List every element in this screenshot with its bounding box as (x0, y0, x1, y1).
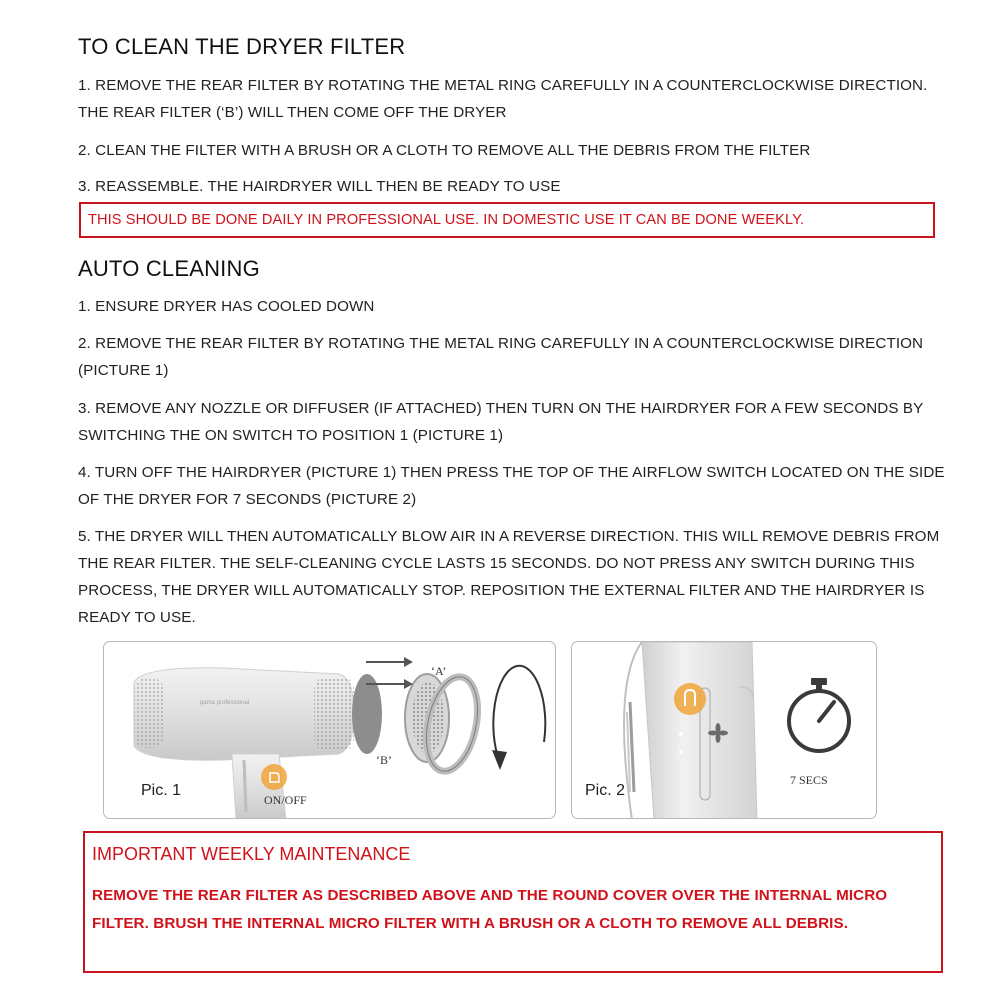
picture-1-frame (103, 641, 556, 819)
airflow-switch-highlight (674, 683, 706, 715)
timer-label: 7 SECS (790, 773, 828, 787)
auto-step-1: 1. ENSURE DRYER HAS COOLED DOWN (78, 298, 375, 315)
label-ring-a: ‘A’ (431, 664, 447, 678)
filter-step-1: 1. REMOVE THE REAR FILTER BY ROTATING THE METAL RING CAREFULLY IN A COUNTERCLOCKWISE DIRECTION. THE REAR FILTER (‘B’) WILL THEN COME OFF THE DRYER (78, 77, 928, 121)
picture-1-label: Pic. 1 (141, 782, 182, 799)
auto-step-3: 3. REMOVE ANY NOZZLE OR DIFFUSER (IF ATTACHED) THEN TURN ON THE HAIRDRYER FOR A FEW SECONDS BY SWITCHING THE ON SWITCH TO POSITION 1 (PICTURE 1) (78, 400, 924, 444)
picture-2-label: Pic. 2 (585, 782, 626, 799)
label-filter-b: ‘B’ (376, 753, 392, 767)
section-title-filter: TO CLEAN THE DRYER FILTER (78, 34, 406, 59)
picture-2-frame (571, 641, 877, 819)
weekly-maintenance-body: REMOVE THE REAR FILTER AS DESCRIBED ABOVE AND THE ROUND COVER OVER THE INTERNAL MICRO FILTER. BRUSH THE INTERNAL MICRO FILTER WITH A BRUSH OR A CLOTH TO REMOVE ALL DEBRIS. (92, 887, 888, 932)
auto-step-4: 4. TURN OFF THE HAIRDRYER (PICTURE 1) THEN PRESS THE TOP OF THE AIRFLOW SWITCH LOCATED ON THE SIDE OF THE DRYER FOR 7 SECONDS (PICTURE 2) (78, 464, 945, 508)
section-title-auto-cleaning: AUTO CLEANING (78, 256, 260, 281)
power-switch-highlight (261, 764, 287, 790)
weekly-maintenance-title: IMPORTANT WEEKLY MAINTENANCE (92, 844, 411, 864)
daily-notice-text: THIS SHOULD BE DONE DAILY IN PROFESSIONAL USE. IN DOMESTIC USE IT CAN BE DONE WEEKLY. (88, 212, 805, 228)
stopwatch-icon (789, 678, 849, 751)
daily-notice-box (79, 202, 935, 238)
label-on-off: ON/OFF (264, 793, 307, 807)
weekly-maintenance-box (83, 831, 943, 973)
filter-step-2: 2. CLEAN THE FILTER WITH A BRUSH OR A CLOTH TO REMOVE ALL THE DEBRIS FROM THE FILTER (78, 142, 811, 159)
filter-step-3: 3. REASSEMBLE. THE HAIRDRYER WILL THEN BE READY TO USE (78, 178, 561, 195)
auto-step-5: 5. THE DRYER WILL THEN AUTOMATICALLY BLOW AIR IN A REVERSE DIRECTION. THIS WILL REMOVE DEBRIS FROM THE REAR FILTER. THE SELF-CLEANING CYCLE LASTS 15 SECONDS. DO NOT PRESS ANY SWITCH DURING THIS PROCESS, THE DRYER WILL AUTOMATICALLY STOP. REPOSITION THE EXTERNAL FILTER AND THE HAIRDRYER IS READY TO USE. (78, 528, 940, 626)
brand-text: gama professional (200, 700, 250, 706)
auto-step-2: 2. REMOVE THE REAR FILTER BY ROTATING THE METAL RING CAREFULLY IN A COUNTERCLOCKWISE DIRECTION (PICTURE 1) (78, 335, 924, 379)
